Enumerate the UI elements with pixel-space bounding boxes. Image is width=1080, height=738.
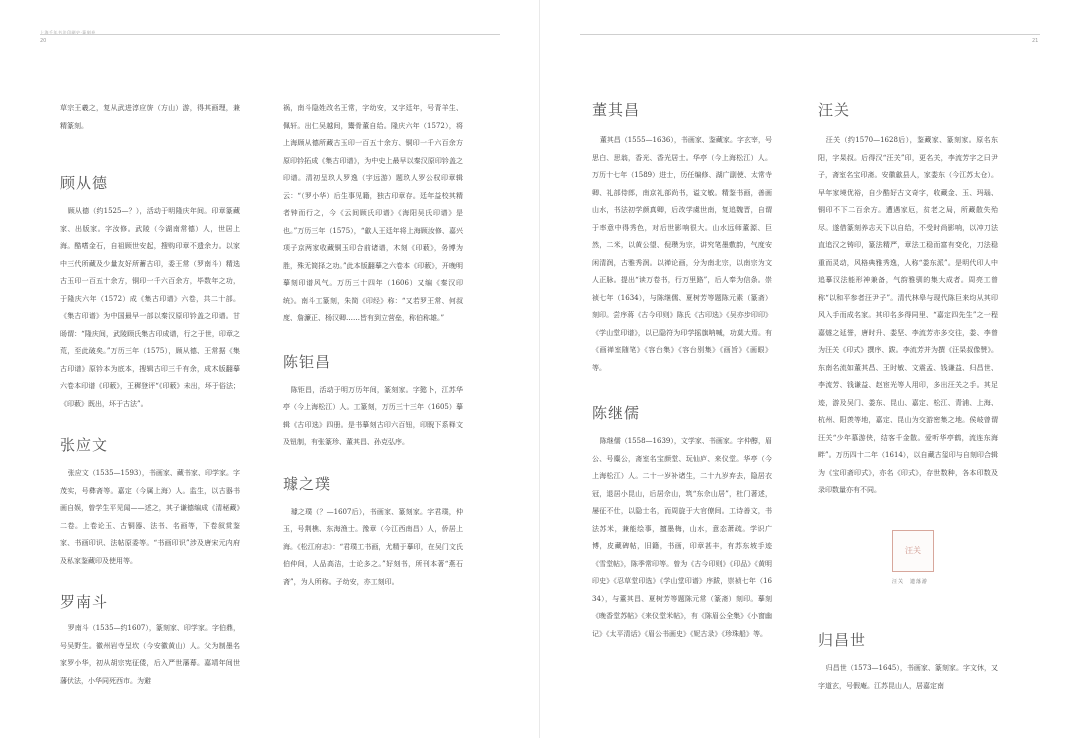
entry-body-luo-nandou: 罗南斗（1535—约1607），篆刻家、印学家。字伯鼎，号吴野生。徽州岩寺呈坎（今安徽黄山）人。父为制墨名家罗小华，初从胡宗宪征倭，后入严世藩幕。嘉靖年间世藩伏法，小华同死西市。为避 [60,624,240,685]
entry-body-gu-congde: 顾从德（约1525—？），活动于明隆庆年间。印章篆藏家、出版家。字汝修。武陵（今湖南常德）人，世居上海。酷嗜金石，自祖顾世安起，搜购印章不遗余力。以家中三代所藏及少量友好所蓄古印，委王常（罗南斗）精选古玉印一百五十余方，铜印一千六百余方，毕数年之功，于隆庆六年（1572）成《集古印谱》六卷，共二十部。《集古印谱》为中国最早一部以秦汉原印钤盖之印谱。甘旸谓：“隆庆间，武陵顾氏集古印成谱，行之于世，印章之荒，至此破矣。”万历三年（1575），顾从德、王常据《集古印谱》原钤本为底本，搜辑古印三千有余，成木版翻摹六卷本印谱《印薮》，王穉登评“《印薮》未出，坏于俗法；《印薮》既出，坏于古法”。 [60,207,240,408]
page-number-right: 21 [1032,38,1039,44]
entry-body-chen-jiru: 陈继儒（1558—1639），文学家、书画家。字仲醇，眉公、号麋公，斋室名宝颜堂、玩仙庐、来仪堂。华亭（今上海松江）人。二十一岁补诸生，二十九岁弃去，隐居衣冠，退居小昆山，后居佘山，筑“东佘山居”，杜门著述，屡征不仕，以隐士名，而周旋于大官僚间。工诗善文，书法苏米，兼能绘事，擅墨梅，山水，意态萧疏。学识广博，皮藏碑帖，旧籍，书画，印章甚丰，有苏东坡手迹《雪堂帖》，陈季常印等。曾为《古今印则》《印品》《黄明印史》《忍草堂印选》《学山堂印谱》序跋，崇祯七年（1634），与董其昌、夏树芳等题陈元常（篆斋）刻印。摹刻《晚香堂苏帖》《来仪堂米帖》，有《陈眉公全集》《小窗幽记》《太平清话》《眉公书画史》《妮古录》《珍珠船》等。 [592,437,772,638]
header-rule-right [580,34,1040,35]
entry-body-chen-juchang: 陈钜昌，活动于明万历年间，篆刻家。字懿卜，江苏华亭（今上海松江）人。工篆刻，万历三十三年（1605）摹辑《古印选》四册。是书摹刻古印六百钮，印睨下系释文及钮制，有张篆珍、董其昌、孙克弘序。 [283,385,463,446]
header-rule-left [40,34,500,35]
intro-paragraph: 草宗王羲之，复从武进淳应旂（方山）游，得其画理，兼精篆刻。 [60,104,240,130]
left-column-1 [60,100,240,690]
running-title-left: 上海千年书法印刷史·篆刻卷 [40,30,96,35]
entry-name-qu-zhipu: 璩之璞 [283,474,332,493]
entry-name-gui-changshi: 归昌世 [818,631,867,649]
seal-glyphs: 汪关 [905,546,921,555]
entry-body-qu-zhipu: 璩之璞（？—1607后），书画家、篆刻家。字君璞，仲玉，号荆樵、东海渔士。豫章（今江西南昌）人，侨居上海。《松江府志》：“君璞工书画，尤精于摹印，在吴门文氏伯仲间，人品高洁，士论多之。”好刻书，所刊本著“燕石斋”，为人所称。子幼安，亦工刻印。 [283,507,463,586]
entry-name-chen-juchang: 陈钜昌 [283,352,332,371]
right-column-2-bottom [818,630,998,695]
entry-name-luo-nandou: 罗南斗 [60,593,109,611]
left-column-2 [283,100,463,591]
seal-impression-image [892,530,934,572]
entry-body-wang-guan: 汪关（约1570—1628后），鉴藏家、篆刻家。原名东阳，字杲叔。后得汉“汪关”印，更名关，李流芳字之曰尹子，斋室名宝印斋。安徽歙县人，家娄东（今江苏太仓）。早年家境优裕，自少酷好古文奇字，收藏金、玉、玛瑙、铜印不下二百余方。遭遇家厄，贫老之局，所藏散失殆尽。遂借篆刻养志天下以自给，不受时尚影响，以冲刀法直追汉之铸印，篆法精严，章法工稳而富有变化，刀法稳重而灵动，风格典雅秀逸，人称“娄东派”。是明代印人中追摹汉法能形神兼备，气韵雅驯的集大成者。周亮工曾称“以和平参者汪尹子”。清代林皋与现代陈巨来均从其印风入手而成名家。其印名多得同里、“嘉定四先生”之一程嘉燧之延誉，唐时升、娄坚、李流芳亦多交往，娄、李曾为汪关《印式》撰序、跋。李流芳并为撰《汪杲叔像赞》。东南名流如董其昌、王时敏、文震孟、钱谦益、归昌世、李流芳、钱谦益、赵宦光等人用印，多出汪关之手。其足迹，游及吴门、娄东、昆山、嘉定、松江、青浦、上海、杭州、阳羡等地，嘉定、昆山为交游密集之地。侯岐曾谓汪关“少年慕游侠，结客千金散。爱听华亭鹤，流连东海畔”。万历四十二年（1614），以自藏古玺印与自刻印合辑为《宝印斋印式》，亦名《印式》，存世数种，各本印数及录印数量亦有不同。 [818,136,998,494]
right-column-1 [592,100,772,643]
entry-name-chen-jiru: 陈继儒 [592,404,641,422]
entry-name-dong-qichang: 董其昌 [592,101,641,119]
entry-body-zhang-yingwen: 张应文（1535—1593），书画家、藏书家、印学家。字茂实，号彝斋等。嘉定（今属上海）人。监生，以古器书画自娱，曾学生平见闻——述之，其子谦德编成《清秘藏》二卷。上卷论玉、古铜器、法书、名画等，下卷叙赏鉴家、书画印识、法帖原委等。“书画印识”涉及唐宋元内府及私家鉴藏印及使用等。 [60,469,240,565]
entry-body-gui-changshi: 归昌世（1573—1645），书画家、篆刻家。字文休，又字道玄，号假庵。江苏昆山人，居嘉定南 [818,664,998,690]
entry-name-zhang-yingwen: 张应文 [60,436,109,454]
seal-figure [892,530,934,585]
seal-caption: 汪关 遗落游 [892,579,929,585]
entry-body-luo-continued: 祸，南斗隐姓改名王常，字幼安，又字廷年，号青羊生、佩轩。出仁吴越间，鬻骨董自给。隆庆六年（1572），将上海顾从德所藏古玉印一百五十余方、铜印一千六百余方原印钤拓成《集古印谱》，为中史上最早以秦汉原印钤盖之印谱。清初呈玖人罗逸（宇远游）题玖人罗公权印章辑云：“（罗小华）后生事见籍，独古印章存。廷年益校其精者钟而行之，今《云间顾氏印谱》《海阳吴氏印谱》是也。”万历三年（1575），“歙人王廷年将上海顾汝修、嘉兴项子京两家收藏铜玉印合前诸谱，木刻《印薮》，务博为胜，殊无简择之功。”此本版翻摹之六卷本《印薮》，开晚明摹刻印谱风气。万历三十四年（1606）又编《秦汉印统》。南斗工篆刻，朱简《印经》称：“又若罗王常、何叔度、詹濂正、杨汉卿……皆有到立营垒，称伯称雄。” [283,104,463,322]
right-page [540,0,1080,738]
entry-name-wang-guan: 汪关 [818,101,851,119]
entry-name-gu-congde: 顾从德 [60,174,109,192]
page-number-left: 20 [40,38,47,44]
entry-body-dong-qichang: 董其昌（1555—1636），书画家、鉴藏家。字玄宰，号思白、思翁，香光、香光居士。华亭（今上海松江）人。万历十七年（1589）进士，历任编修、湖广副使、太常寺卿、礼部侍郎，南京礼部尚书，谥文敏。精鉴书画，善画山水，书法初学颜真卿，后改学虞世南，复追魏晋，自谓于率意中得秀色，对后世影响很大。山水远师董源、巨然，二米，以黄公望、倪瓒为宗，讲究笔墨敷韵，气度安闲清润，古雅秀润。以禅论画，分为南北宗，以南宗为文人正脉。提出“读万卷书，行万里路”，后人奉为信条。崇祯七年（1634），与陈继儒、夏树芳等题陈元素（篆斋）刻印。尝序蒋《古今印则》陈氏《古印选》《吴亦步印印》《学山堂印谱》，以已隐符为印学摇旗呐喊，功莫大焉。有《画禅室随笔》《容台集》《容台别集》《画旨》《画眼》等。 [592,136,772,372]
right-column-2 [818,100,998,500]
